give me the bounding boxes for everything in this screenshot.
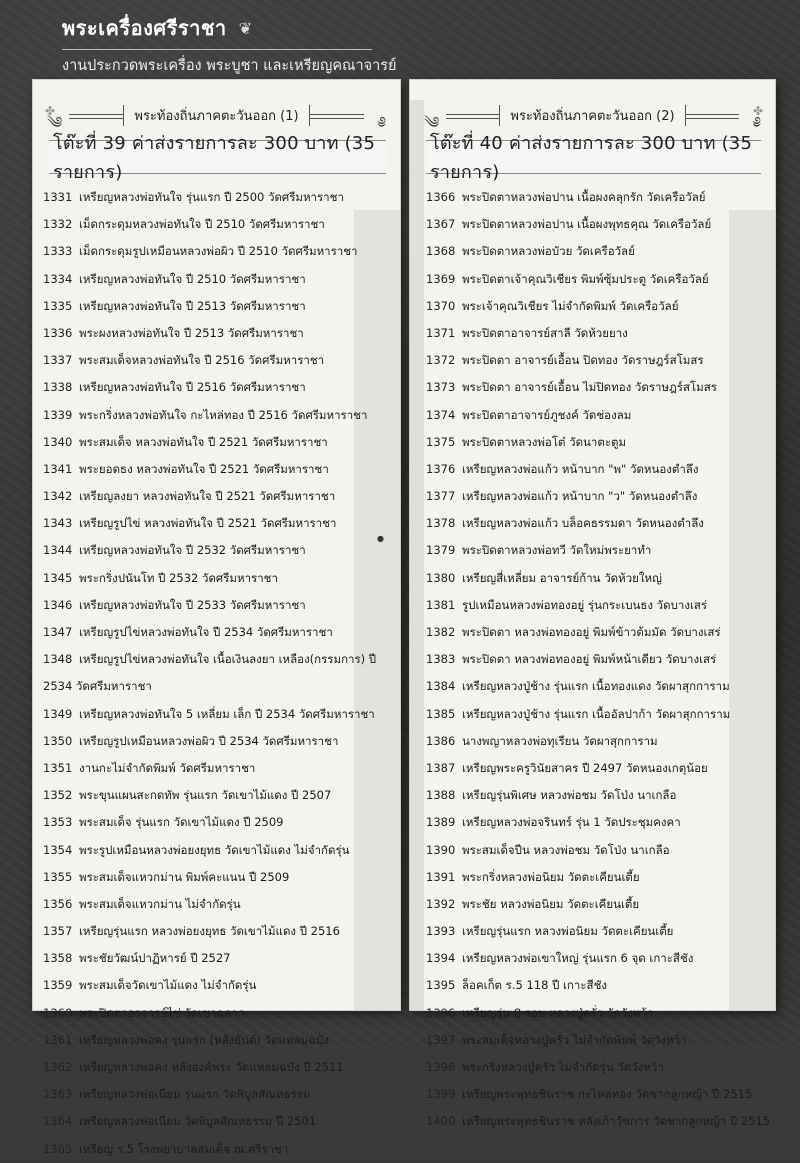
item-description: เหรียญหลวงพ่อทันใจ ปี 2533 วัดศรีมหาราชา (79, 597, 306, 612)
item-number: 1346 (43, 597, 73, 612)
list-item (43, 592, 352, 619)
item-number: 1365 (43, 1141, 73, 1156)
item-description: พระปิดตา หลวงพ่อทองอยู่ พิมพ์หน้าเดียว วัดบางเสร่ (462, 652, 717, 667)
table-heading: โต๊ะที่ 40 ค่าส่งรายการละ 300 บาท (35 รายการ) (426, 140, 761, 174)
item-number: 1361 (43, 1032, 73, 1047)
item-number: 1392 (426, 896, 456, 911)
item-description: พระปิดตาเจ้าคุณวิเชียร พิมพ์ซุ้มประตู วัดเครือวัลย์ (462, 271, 709, 286)
item-description: นางพญาหลวงพ่อทุเรียน วัดผาสุกการาม (462, 733, 658, 748)
list-item (43, 755, 352, 782)
item-description: พระชัย หลวงพ่อนิยม วัดตะเคียนเตี้ย (462, 896, 640, 911)
list-item (43, 1108, 352, 1135)
item-number: 1338 (43, 380, 73, 395)
list-item (426, 293, 733, 320)
list-item (43, 238, 358, 265)
list-item (426, 374, 733, 401)
item-number: 1337 (43, 353, 73, 368)
list-item (426, 456, 733, 483)
list-item (43, 565, 352, 592)
list-item (43, 809, 352, 836)
item-description: เม็ดกระดุมรูปเหมือนหลวงพ่อผิว ปี 2510 วัดศรีมหาราชา (79, 244, 358, 259)
item-description: เหรียญหลวงพ่อจรินทร์ รุ่น 1 วัดประชุมคงคา (462, 815, 681, 830)
item-description: งานกะไม่จำกัดพิมพ์ วัดศรีมหาราชา (79, 760, 256, 775)
item-number: 1390 (426, 842, 456, 857)
list-item (426, 537, 733, 564)
item-description: เหรียญสี่เหลี่ยม อาจารย์ก้าน วัดห้วยใหญ่ (462, 570, 662, 585)
item-description: พระเจ้าคุณวิเชียร ไม่จำกัดพิมพ์ วัดเครือวัลย์ (462, 298, 679, 313)
item-description: พระปิดตาหลวงพ่อบัวย วัดเครือวัลย์ (462, 244, 635, 259)
item-description: เหรียญรุ่นแรก หลวงพ่อยงยุทธ วัดเขาไม้แดง ปี 2516 (79, 924, 340, 939)
item-description: เหรียญรุ่นแรก หลวงพ่อนิยม วัดตะเคียนเตี้ย (462, 924, 674, 939)
panel-edge-shadow (729, 210, 775, 1010)
item-number: 1344 (43, 543, 73, 558)
list-item (426, 1027, 733, 1054)
item-description: เหรียญหลวงพ่อคง หลังองค์พระ วัดแหลมฉบัง ปี 2511 (79, 1060, 344, 1074)
table-heading: โต๊ะที่ 39 ค่าส่งรายการละ 300 บาท (35 รายการ) (49, 140, 386, 174)
list-item (426, 782, 733, 809)
item-description: เหรียญ ร.5 โรงพยาบาลสมเด็จ ณ.ศรีราชา (79, 1141, 289, 1156)
item-description: พระขุนแผนสะกดทัพ รุ่นแรก วัดเขาไม้แดง ปี 2507 (79, 788, 332, 803)
item-number: 1394 (426, 951, 456, 966)
list-item (43, 945, 352, 972)
item-number: 1356 (43, 896, 73, 911)
item-number: 1371 (426, 325, 456, 340)
item-description: เหรียญหลวงปู่ช้าง รุ่นแรก เนื้ออัลปาก้า วัดผาสุกการาม (462, 706, 731, 721)
list-item (43, 510, 352, 537)
list-item (43, 347, 352, 374)
item-number: 1340 (43, 434, 73, 449)
item-number: 1384 (426, 679, 456, 694)
item-description: เหรียญหลวงพ่อทันใจ ปี 2532 วัดศรีมหาราชา (79, 543, 306, 558)
list-item (426, 701, 733, 728)
list-item (426, 483, 733, 510)
list-item (43, 483, 352, 510)
list-item (426, 1000, 733, 1027)
list-item (43, 537, 352, 564)
item-description: เหรียญลงยา หลวงพ่อทันใจ ปี 2521 วัดศรีมหาราชา (79, 489, 336, 504)
item-description: พระสมเด็จแหวกม่าน ไม่จำกัดรุ่น (79, 896, 241, 911)
item-number: 1370 (426, 298, 456, 313)
corner-ornament-icon: ✤ (45, 104, 56, 118)
scroll-ornament-icon: ༄ (47, 113, 63, 132)
item-number: 1396 (426, 1005, 456, 1020)
list-item (43, 211, 352, 238)
list-item (43, 1000, 352, 1027)
item-number: 1355 (43, 869, 73, 884)
item-description: พระรูปเหมือนหลวงพ่อยงยุทธ วัดเขาไม้แดง ไม่จำกัดรุ่น (79, 842, 350, 857)
list-item (426, 1081, 753, 1108)
item-list (43, 184, 377, 1163)
item-description: เหรียญหลวงพ่อคง รุ่นแรก (หลังยันต์) วัดแหลมฉบัง (79, 1032, 329, 1047)
list-item (426, 320, 733, 347)
list-item (426, 1108, 771, 1135)
brand-title (62, 12, 762, 44)
item-description: พระปิดตาหลวงพ่อปาน เนื้อผงคลุกรัก วัดเครือวัลย์ (462, 190, 706, 204)
item-number: 1350 (43, 733, 73, 748)
page-header (62, 12, 762, 77)
item-list (426, 184, 771, 1136)
item-number: 1378 (426, 516, 456, 531)
item-number: 1352 (43, 788, 73, 803)
panel-title: พระท้องถิ่นภาคตะวันออก (2) (499, 105, 685, 126)
item-number: 1357 (43, 924, 73, 939)
list-item (43, 184, 352, 211)
list-item (426, 809, 733, 836)
item-description: พระปิดตาหลวงพ่อปาน เนื้อผงพุทธคุณ วัดเครือวัลย์ (462, 217, 712, 232)
item-number: 1358 (43, 951, 73, 966)
item-description: เม็ดกระดุมหลวงพ่อทันใจ ปี 2510 วัดศรีมหาราชา (79, 217, 325, 232)
item-number: 1382 (426, 625, 456, 639)
scroll-ornament-icon: ༅ (753, 113, 761, 132)
list-item (43, 646, 377, 673)
list-item (43, 1027, 352, 1054)
item-number: 1369 (426, 271, 456, 286)
item-number: 1381 (426, 597, 456, 612)
item-number: 1342 (43, 489, 73, 504)
list-item (426, 347, 733, 374)
item-description: เหรียญหลวงพ่อทันใจ ปี 2516 วัดศรีมหาราชา (79, 380, 306, 395)
item-number: 1351 (43, 760, 73, 775)
item-number: 1362 (43, 1060, 73, 1074)
item-description: พระกริ่งหลวงพ่อนิยม วัดตะเคียนเตี้ย (462, 869, 640, 884)
item-number: 1331 (43, 190, 73, 204)
item-number: 1368 (426, 244, 456, 259)
page-subtitle: งานประกวดพระเครื่อง พระบูชา และเหรียญคณาจารย์ (62, 58, 397, 74)
item-number: 1388 (426, 788, 456, 803)
panel-title-bar (420, 102, 765, 132)
item-description: พระสมเด็จ รุ่นแรก วัดเขาไม้แดง ปี 2509 (79, 815, 284, 830)
item-number: 1332 (43, 217, 73, 232)
item-description: พระปิดตา อาจารย์เอื้อน ไม่ปิดทอง วัดราษฎร์สโมสร (462, 380, 717, 395)
list-item (426, 238, 733, 265)
item-number: 1386 (426, 733, 456, 748)
right-panel (410, 80, 775, 1129)
item-number: 1360 (43, 1005, 73, 1020)
panel-title: พระท้องถิ่นภาคตะวันออก (1) (123, 105, 309, 126)
item-description: พระสมเด็จ หลวงพ่อทันใจ ปี 2521 วัดศรีมหาราชา (79, 434, 328, 449)
list-item (426, 864, 733, 891)
list-item (43, 456, 352, 483)
list-item (43, 864, 352, 891)
item-number: 1377 (426, 489, 456, 504)
list-item (426, 592, 733, 619)
item-description: เหรียญหลวงพ่อทันใจ ปี 2510 วัดศรีมหาราชา (79, 271, 306, 286)
list-item (43, 701, 375, 728)
header-divider (62, 49, 372, 50)
item-number: 1376 (426, 461, 456, 476)
item-description: เหรียญหลวงพ่อเนียม รุ่นแรก วัดพิบูลสัณหธรรม (79, 1087, 311, 1102)
item-description: เหรียญหลวงพ่อแก้ว หน้าบาก "ว" วัดหนองตำลึง (462, 489, 698, 504)
panel-title-bar (43, 102, 390, 132)
list-item (43, 374, 352, 401)
item-number: 1348 (43, 652, 73, 667)
list-item (426, 646, 733, 673)
list-item (43, 1136, 352, 1163)
item-description: พระปิดตา อาจารย์เอื้อน ปิดทอง วัดราษฎร์สโมสร (462, 353, 704, 368)
item-description: พระสมเด็จวัดเขาไม้แดง ไม่จำกัดรุ่น (79, 978, 257, 993)
list-item (43, 266, 352, 293)
list-item (43, 972, 352, 999)
item-description: ล็อคเก็ต ร.5 118 ปี เกาะสีชัง (462, 978, 607, 993)
list-item (43, 782, 352, 809)
item-number: 1354 (43, 842, 73, 857)
item-description: รูปเหมือนหลวงพ่อทองอยู่ รุ่นกระเบนธง วัดบางเสร่ (462, 597, 708, 612)
list-item (426, 266, 733, 293)
item-description: เหรียญพระพุทธชินราช กะไหล่ทอง วัดชากลูกหญ้า ปี 2515 (462, 1087, 753, 1102)
list-item (43, 293, 352, 320)
item-number: 1398 (426, 1060, 456, 1074)
item-description: พระปิดตาอาจารย์ไช่ วัดเขาฉลาก (79, 1005, 245, 1020)
item-number: 1335 (43, 298, 73, 313)
item-description-continued: 2534 วัดศรีมหาราชา (43, 679, 152, 694)
item-number: 1359 (43, 978, 73, 993)
item-description: พระสมเด็จแหวกม่าน พิมพ์คะแนน ปี 2509 (79, 869, 290, 884)
item-number: 1391 (426, 869, 456, 884)
item-description: เหรียญพระครูวินัยสาคร ปี 2497 วัดหนองเกตุน้อย (462, 760, 708, 775)
item-number: 1373 (426, 380, 456, 395)
bullet-mark: ● (377, 534, 384, 543)
scroll-ornament-icon: ༄ (424, 113, 440, 132)
item-number: 1336 (43, 325, 73, 340)
item-description: เหรียญหลวงพ่อทันใจ รุ่นแรก ปี 2500 วัดศรีมหาราชา (79, 190, 344, 204)
item-description: พระชัยวัฒน์ปาฏิหารย์ ปี 2527 (79, 951, 231, 966)
item-description: พระปิดตาอาจารย์ภูชงค์ วัดช่องลม (462, 407, 632, 422)
scroll-ornament-icon: ❦ (238, 18, 253, 38)
list-item (43, 402, 368, 429)
item-description: เหรียญหลวงพ่อแก้ว หน้าบาก "พ" วัดหนองตำลึง (462, 461, 699, 476)
list-item (426, 510, 733, 537)
list-item (426, 673, 733, 700)
item-number: 1372 (426, 353, 456, 368)
item-number: 1400 (426, 1114, 456, 1129)
list-item (43, 619, 352, 646)
item-number: 1334 (43, 271, 73, 286)
item-description: พระปิดตาหลวงพ่อทวี วัดใหม่พระยาทำ (462, 543, 652, 558)
item-number: 1374 (426, 407, 456, 422)
list-item (426, 619, 733, 646)
item-number: 1349 (43, 706, 73, 721)
list-item (426, 972, 733, 999)
list-item (43, 320, 352, 347)
item-number: 1375 (426, 434, 456, 449)
list-item (43, 728, 352, 755)
item-description: พระปิดตาอาจารย์สาลี วัดห้วยยาง (462, 325, 628, 340)
item-description: เหรียญหลวงพ่อทันใจ ปี 2513 วัดศรีมหาราชา (79, 298, 306, 313)
item-description: พระสมเด็จหลวงปู่ครั่ว ไม่จำกัดพิมพ์ วัดวังหว้า (462, 1032, 687, 1047)
list-item (426, 1054, 733, 1081)
item-description: เหรียญหลวงปู่ช้าง รุ่นแรก เนื้อทองแดง วัดผาสุกการาม (462, 679, 730, 694)
item-description: พระกริ่งปนันโท ปี 2532 วัดศรีมหาราชา (79, 570, 278, 585)
item-number: 1383 (426, 652, 456, 667)
panel-edge-shadow (410, 100, 424, 1010)
item-description: พระสมเด็จปืน หลวงพ่อชม วัดโป่ง นาเกลือ (462, 842, 670, 857)
item-number: 1385 (426, 706, 456, 721)
item-number: 1343 (43, 516, 73, 531)
item-description: เหรียญรุ่น 8 รอบ หลวงปู่ครั่ว วัดวังหว้า (462, 1005, 654, 1020)
list-item (43, 429, 352, 456)
item-description: เหรียญหลวงพ่อแก้ว บล็อคธรรมดา วัดหนองตำลึง (462, 516, 704, 531)
item-description: เหรียญพระพุทธชินราช หลังเก้าวัชการ วัดชากลูกหญ้า ปี 2515 (462, 1114, 771, 1129)
item-description: เหรียญรูปเหมือนหลวงพ่อผิว ปี 2534 วัดศรีมหาราชา (79, 733, 339, 748)
item-number: 1345 (43, 570, 73, 585)
item-description: พระผงหลวงพ่อทันใจ ปี 2513 วัดศรีมหาราชา (79, 325, 304, 340)
item-number: 1380 (426, 570, 456, 585)
list-item (426, 755, 733, 782)
list-item (43, 1081, 352, 1108)
item-description: เหรียญหลวงพ่อเนียม วัดพิบูลสัณหธรรม ปี 2501 (79, 1114, 317, 1129)
item-description: พระสมเด็จหลวงพ่อทันใจ ปี 2516 วัดศรีมหาราชา (79, 353, 325, 368)
item-number: 1364 (43, 1114, 73, 1129)
list-item (43, 1054, 352, 1081)
item-number: 1393 (426, 924, 456, 939)
list-item (426, 211, 733, 238)
item-number: 1395 (426, 978, 456, 993)
item-description: พระกริ่งหลวงปู่ครั่ว ไม่จำกัดรุ่น วัดวังหว้า (462, 1060, 664, 1074)
item-description: เหรียญรูปไข่หลวงพ่อทันใจ ปี 2534 วัดศรีมหาราชา (79, 625, 333, 639)
list-item (426, 891, 733, 918)
list-item (426, 945, 733, 972)
corner-ornament-icon: ✤ (752, 104, 763, 118)
item-description: เหรียญรูปไข่ หลวงพ่อทันใจ ปี 2521 วัดศรีมหาราชา (79, 516, 337, 531)
list-item (426, 402, 733, 429)
item-description: เหรียญรุ่นพิเศษ หลวงพ่อชม วัดโป่ง นาเกลือ (462, 788, 677, 803)
left-panel (33, 80, 400, 1156)
item-number: 1363 (43, 1087, 73, 1102)
list-item (426, 429, 733, 456)
item-number: 1389 (426, 815, 456, 830)
scroll-ornament-icon: ༅ (378, 113, 386, 132)
item-description: พระปิดตา หลวงพ่อทองอยู่ พิมพ์ข้าวต้มมัด วัดบางเสร่ (462, 625, 721, 639)
item-number: 1339 (43, 407, 73, 422)
item-number: 1379 (426, 543, 456, 558)
item-description: เหรียญรูปไข่หลวงพ่อทันใจ เนื้อเงินลงยา เหลือง(กรรมการ) ปี (79, 652, 377, 667)
list-item (43, 918, 352, 945)
brand-text: พระเครื่องศรีราชา (62, 16, 227, 40)
item-description: พระกริ่งหลวงพ่อทันใจ กะไหล่ทอง ปี 2516 วัดศรีมหาราชา (79, 407, 368, 422)
item-number: 1367 (426, 217, 456, 232)
list-item (426, 728, 733, 755)
item-number: 1347 (43, 625, 73, 639)
item-number: 1366 (426, 190, 456, 204)
list-item (43, 891, 352, 918)
item-number: 1399 (426, 1087, 456, 1102)
list-item (426, 837, 733, 864)
item-number: 1387 (426, 760, 456, 775)
list-item (43, 837, 352, 864)
list-item (426, 184, 733, 211)
item-number: 1353 (43, 815, 73, 830)
item-description: พระปิดตาหลวงพ่อโต๋ วัดนาตะตูม (462, 434, 627, 449)
item-description: พระยอดธง หลวงพ่อทันใจ ปี 2521 วัดศรีมหาราชา (79, 461, 329, 476)
item-description: เหรียญหลวงพ่อเขาใหญ่ รุ่นแรก 6 จุด เกาะสีชัง (462, 951, 694, 966)
item-number: 1341 (43, 461, 73, 476)
item-number: 1333 (43, 244, 73, 259)
list-item (426, 918, 733, 945)
panel-edge-shadow (354, 210, 400, 1010)
item-description: เหรียญหลวงพ่อทันใจ 5 เหลี่ยม เล็ก ปี 2534 วัดศรีมหาราชา (79, 706, 375, 721)
list-item (426, 565, 733, 592)
item-number: 1397 (426, 1032, 456, 1047)
